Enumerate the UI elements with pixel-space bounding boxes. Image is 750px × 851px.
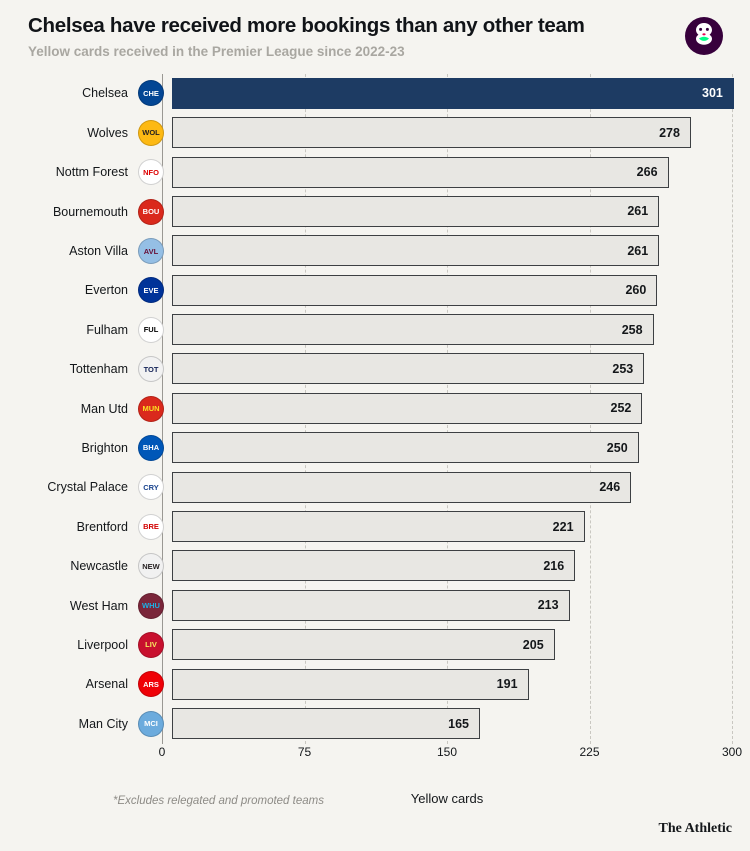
bar-value-label: 260 bbox=[625, 283, 647, 298]
table-row bbox=[18, 113, 732, 152]
bar bbox=[172, 669, 529, 700]
brand-wordmark: The Athletic bbox=[658, 821, 732, 836]
bar bbox=[172, 314, 654, 345]
bar-track bbox=[172, 192, 732, 231]
bar-track bbox=[172, 231, 732, 270]
team-label: Chelsea bbox=[82, 86, 128, 101]
team-label: Brentford bbox=[76, 519, 128, 534]
team-label: Brighton bbox=[81, 440, 128, 455]
nottingham-forest-crest-icon: NFO bbox=[138, 159, 164, 185]
manchester-united-crest-icon: MUN bbox=[138, 396, 164, 422]
table-row bbox=[18, 74, 732, 113]
bar-value-label: 258 bbox=[621, 322, 643, 337]
bar-track bbox=[172, 625, 732, 664]
team-label: Tottenham bbox=[69, 362, 128, 377]
x-axis-tick: 0 bbox=[158, 745, 166, 760]
team-label: Newcastle bbox=[70, 559, 128, 574]
manchester-city-crest-icon: MCI bbox=[138, 711, 164, 737]
bar-value-label: 266 bbox=[636, 165, 658, 180]
bar bbox=[172, 472, 631, 503]
team-label: Bournemouth bbox=[52, 204, 128, 219]
team-label: Liverpool bbox=[77, 637, 128, 652]
table-row bbox=[18, 625, 732, 664]
page-subtitle: Yellow cards received in the Premier League since 2022-23 bbox=[28, 43, 405, 59]
x-axis-tick: 300 bbox=[721, 745, 743, 760]
bar-value-label: 252 bbox=[610, 401, 632, 416]
team-label: Wolves bbox=[87, 125, 128, 140]
bar bbox=[172, 550, 575, 581]
bar bbox=[172, 196, 659, 227]
bar-track bbox=[172, 153, 732, 192]
bar-value-label: 278 bbox=[659, 125, 680, 140]
bar bbox=[172, 275, 657, 306]
chelsea-crest-icon: CHE bbox=[138, 80, 164, 106]
bar-value-label: 253 bbox=[612, 361, 634, 376]
bar bbox=[172, 629, 555, 660]
x-axis-tick: 75 bbox=[297, 745, 312, 760]
bar bbox=[172, 708, 480, 739]
team-label: Man Utd bbox=[80, 401, 128, 416]
everton-crest-icon: EVE bbox=[138, 277, 164, 303]
table-row bbox=[18, 389, 732, 428]
bar-value-label: 221 bbox=[552, 519, 574, 534]
chart-footnote: *Excludes relegated and promoted teams bbox=[113, 795, 324, 807]
crystal-palace-crest-icon: CRY bbox=[138, 474, 164, 500]
table-row bbox=[18, 507, 732, 546]
table-row bbox=[18, 271, 732, 310]
bar-track bbox=[172, 113, 732, 152]
x-axis-label: Yellow cards bbox=[410, 791, 484, 807]
table-row bbox=[18, 192, 732, 231]
team-label: Arsenal bbox=[85, 677, 128, 692]
page-title: Chelsea have received more bookings than any other team bbox=[28, 14, 585, 37]
table-row bbox=[18, 586, 732, 625]
team-label: Aston Villa bbox=[69, 244, 128, 258]
bar-track bbox=[172, 74, 732, 113]
x-axis-ticks bbox=[158, 745, 743, 767]
table-row bbox=[18, 704, 732, 743]
bar-value-label: 301 bbox=[702, 86, 723, 101]
bournemouth-crest-icon: BOU bbox=[138, 199, 164, 225]
bar-track bbox=[172, 428, 732, 467]
bar-track bbox=[172, 665, 732, 704]
premier-league-lion-icon bbox=[684, 16, 724, 56]
west-ham-crest-icon: WHU bbox=[138, 593, 164, 619]
bar-track bbox=[172, 704, 732, 743]
brighton-crest-icon: BHA bbox=[138, 435, 164, 461]
table-row bbox=[18, 546, 732, 585]
header-text-block bbox=[18, 14, 585, 60]
bar-value-label: 250 bbox=[606, 440, 628, 455]
table-row bbox=[18, 310, 732, 349]
bar-track bbox=[172, 507, 732, 546]
x-axis-tick: 150 bbox=[436, 745, 458, 760]
bar-value-label: 261 bbox=[627, 243, 649, 258]
bar-value-label: 165 bbox=[448, 716, 469, 731]
team-label: Man City bbox=[78, 716, 128, 731]
bar bbox=[172, 235, 659, 266]
arsenal-crest-icon: ARS bbox=[138, 671, 164, 697]
table-row bbox=[18, 428, 732, 467]
bar-value-label: 216 bbox=[543, 558, 565, 573]
bar-value-label: 191 bbox=[496, 677, 518, 692]
bar-track bbox=[172, 546, 732, 585]
chart-rows bbox=[18, 74, 732, 744]
bar bbox=[172, 78, 734, 109]
bar-track bbox=[172, 468, 732, 507]
bar bbox=[172, 511, 585, 542]
chart-header bbox=[18, 14, 732, 60]
bar-value-label: 246 bbox=[599, 480, 621, 495]
team-label: Crystal Palace bbox=[47, 480, 128, 495]
bar-value-label: 213 bbox=[537, 598, 559, 613]
bar bbox=[172, 590, 570, 621]
bar-track bbox=[172, 271, 732, 310]
x-axis-tick: 225 bbox=[579, 745, 600, 760]
bar bbox=[172, 157, 669, 188]
newcastle-crest-icon: NEW bbox=[138, 553, 164, 579]
tottenham-crest-icon: TOT bbox=[138, 356, 164, 382]
team-label: Nottm Forest bbox=[55, 165, 128, 180]
brentford-crest-icon: BRE bbox=[138, 514, 164, 540]
bar-value-label: 261 bbox=[627, 204, 649, 219]
bar-track bbox=[172, 310, 732, 349]
bar-track bbox=[172, 586, 732, 625]
fulham-crest-icon: FUL bbox=[138, 317, 164, 343]
table-row bbox=[18, 231, 732, 270]
team-label: Fulham bbox=[86, 322, 128, 337]
bar-value-label: 205 bbox=[522, 637, 544, 652]
bar-track bbox=[172, 389, 732, 428]
bar bbox=[172, 393, 642, 424]
team-label: Everton bbox=[84, 283, 128, 298]
bar-track bbox=[172, 349, 732, 388]
aston-villa-crest-icon: AVL bbox=[138, 238, 164, 264]
table-row bbox=[18, 468, 732, 507]
wolves-crest-icon: WOL bbox=[138, 120, 164, 146]
table-row bbox=[18, 153, 732, 192]
gridline bbox=[732, 74, 734, 744]
table-row bbox=[18, 349, 732, 388]
team-label: West Ham bbox=[69, 598, 128, 613]
bar bbox=[172, 432, 639, 463]
table-row bbox=[18, 665, 732, 704]
bar bbox=[172, 117, 691, 148]
bar bbox=[172, 353, 644, 384]
liverpool-crest-icon: LIV bbox=[138, 632, 164, 658]
